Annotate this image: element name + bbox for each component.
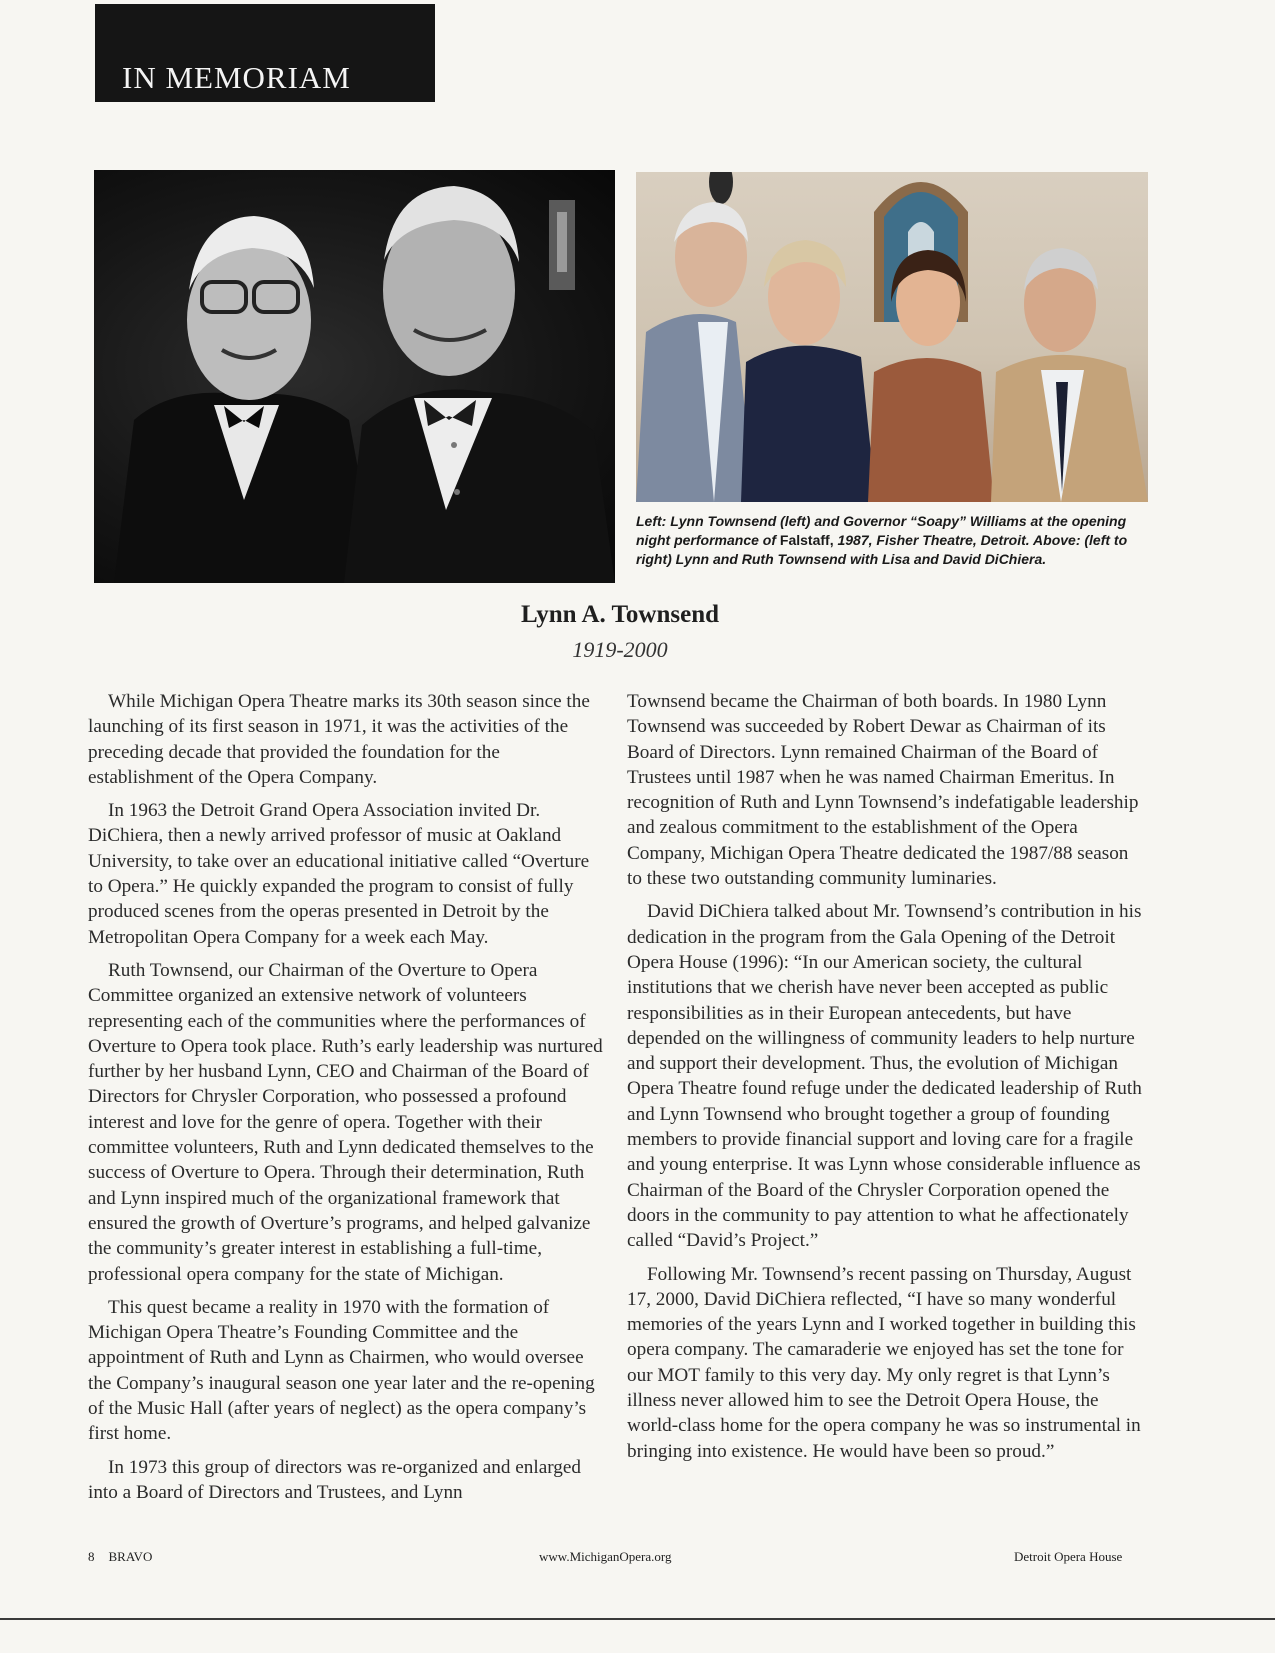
paragraph: In 1973 this group of directors was re-organized and enlarged into a Board of Directors and Trustees, and Lynn [88,1456,581,1503]
photo-illustration-right [636,172,1148,502]
magazine-name: BRAVO [108,1549,153,1564]
paragraph: Following Mr. Townsend’s recent passing on Thursday, August 17, 2000, David DiChiera reflected, “I have so many wonderful memories of the years Lynn and I worked together in building this opera company. The camaraderie we enjoyed has set the tone for our MOT family to this very day. My only regret is that Lynn’s illness never allowed him to see the Detroit Opera House, the world-class home for the opera company he was so instrumental in bringing into existence. He would have been so proud.” [627,1263,1141,1462]
paragraph: In 1963 the Detroit Grand Opera Association invited Dr. DiChiera, then a newly arrived professor of music at Oakland University, to take over an educational initiative called “Overture to Opera.” He quickly expanded the program to consist of fully produced scenes from the operas presented in Detroit by the Metropolitan Opera Company for a week each May. [88,800,590,948]
caption-work-title: Falstaff, [779,532,834,548]
article-column-left [88,689,606,1513]
footer-url[interactable]: www.MichiganOpera.org [539,1549,672,1564]
photo-townsend-williams [94,170,615,583]
page-number: 8 [88,1549,95,1564]
paragraph: This quest became a reality in 1970 with the formation of Michigan Opera Theatre’s Founding Committee and the appointment of Ruth and Lynn as Chairmen, who would oversee the Company’s inaugural season one year later and the re-opening of the Music Hall (after years of neglect) as the opera company’s first home. [88,1296,595,1445]
paragraph: While Michigan Opera Theatre marks its 30th season since the launching of its first season in 1971, it was the activities of the preceding decade that provided the foundation for the establishment of the Opera Company. [88,691,590,788]
paragraph: David DiChiera talked about Mr. Townsend’s contribution in his dedication in the program from the Gala Opening of the Detroit Opera House (1996): “In our American society, the cultural institutions that we cherish have never been accepted as public responsibilities as in their European antecedents, but have depended on the willingness of community leaders to help nurture and support their development. Thus, the evolution of Michigan Opera Theatre found refuge under the dedicated leadership of Ruth and Lynn Townsend who brought together a group of founding members to provide financial support and loving care for a fragile and young enterprise. It was Lynn whose considerable influence as Chairman of the Board of the Chrysler Corporation opened the doors in the community to pay attention to what he affectionately called “David’s Project.” [627,901,1142,1252]
paragraph-continued: Townsend became the Chairman of both boards. In 1980 Lynn Townsend was succeeded by Robert Dewar as Chairman of its Board of Directors. Lynn remained Chairman of the Board of Trustees until 1987 when he was named Chairman Emeritus. In recognition of Ruth and Lynn Townsend’s indefatigable leadership and zealous commitment to the establishment of the Opera Company, Michigan Opera Theatre dedicated the 1987/88 season to these two outstanding community luminaries. [627,691,1139,890]
footer-venue: Detroit Opera House [1014,1549,1123,1564]
bottom-rule [0,1618,1275,1620]
article-dates: 1919-2000 [572,637,668,662]
caption-line-2: Above: (left to right) Lynn and Ruth Townsend with Lisa and David DiChiera. [636,532,1128,567]
caption-line-1-start: Left: Lynn Townsend (left) and Governor “Soapy” Williams at the opening night performance of [636,513,1127,548]
photo-caption [636,512,1156,569]
caption-line-1-end: 1987, Fisher Theatre, Detroit. [833,532,1030,548]
article-title: Lynn A. Townsend [520,601,720,628]
photo-townsends-dichieras [636,172,1148,502]
section-header [95,4,435,102]
footer-page-info [88,1549,152,1565]
photo-illustration-left [94,170,615,583]
article-column-right [627,689,1145,1472]
paragraph: Ruth Townsend, our Chairman of the Overture to Opera Committee organized an extensive network of volunteers representing each of the communities where the performances of Overture to Opera took place. Ruth’s early leadership was nurtured further by her husband Lynn, CEO and Chairman of the Board of Directors for Chrysler Corporation, who possessed a profound interest and love for the genre of opera. Together with their committee volunteers, Ruth and Lynn dedicated themselves to the success of Overture to Opera. Through their determination, Ruth and Lynn inspired much of the organizational framework that ensured the growth of Overture’s programs, and helped galvanize the community’s greater interest in establishing a full-time, professional opera company for the state of Michigan. [88,959,603,1285]
section-title: IN MEMORIAM [122,60,351,95]
